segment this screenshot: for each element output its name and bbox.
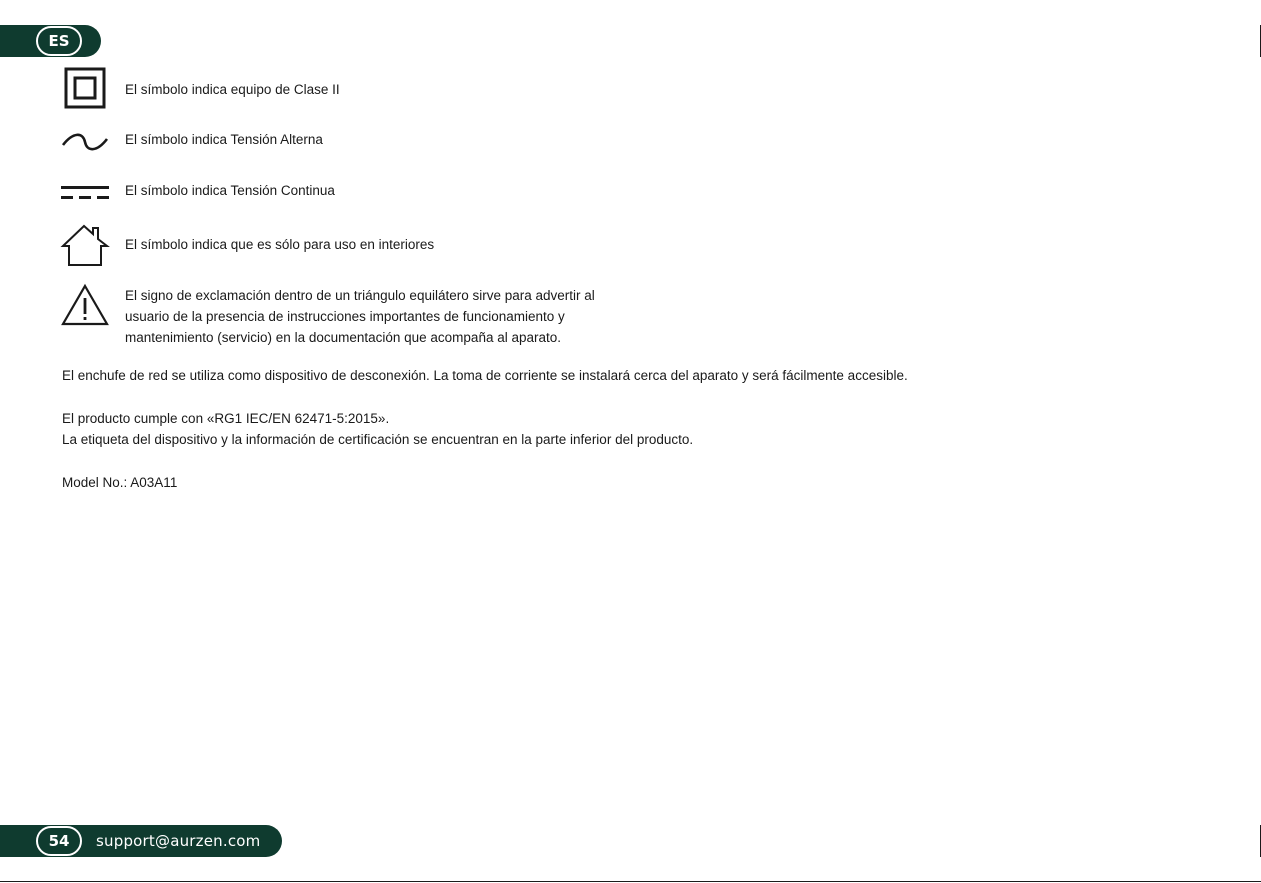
disconnect-paragraph: El enchufe de red se utiliza como dispositivo de desconexión. La toma de corriente se instalará cerca del aparato y será fácilmente accesible. [62,368,908,383]
indoor-use-icon [60,225,110,267]
label-info-line: La etiqueta del dispositivo y la información de certificación se encuentran en la parte inferior del producto. [62,432,694,447]
language-badge: ES [36,26,82,56]
warning-text [125,285,685,348]
footer-tab [0,825,282,857]
warning-line: mantenimiento (servicio) en la documentación que acompaña al aparato. [125,330,562,345]
language-tab [0,25,101,57]
warning-line: El signo de exclamación dentro de un triángulo equilátero sirve para advertir al [125,288,595,303]
bottom-divider [0,881,1261,882]
symbol-label-indoor: El símbolo indica que es sólo para uso en interiores [125,237,435,252]
warning-line: usuario de la presencia de instrucciones importantes de funcionamiento y [125,309,565,324]
warning-triangle-icon [60,284,110,326]
class-ii-icon [60,67,110,109]
compliance-line: El producto cumple con «RG1 IEC/EN 62471-5:2015». [62,411,390,426]
alternating-current-icon [60,121,110,163]
symbol-label-ac: El símbolo indica Tensión Alterna [125,132,323,147]
direct-current-icon [60,172,110,214]
symbol-label-dc: El símbolo indica Tensión Continua [125,183,335,198]
support-email: support@aurzen.com [96,832,261,850]
model-number: Model No.: A03A11 [62,475,178,490]
page-number: 54 [36,826,82,856]
symbol-label-class-ii: El símbolo indica equipo de Clase II [125,82,340,97]
